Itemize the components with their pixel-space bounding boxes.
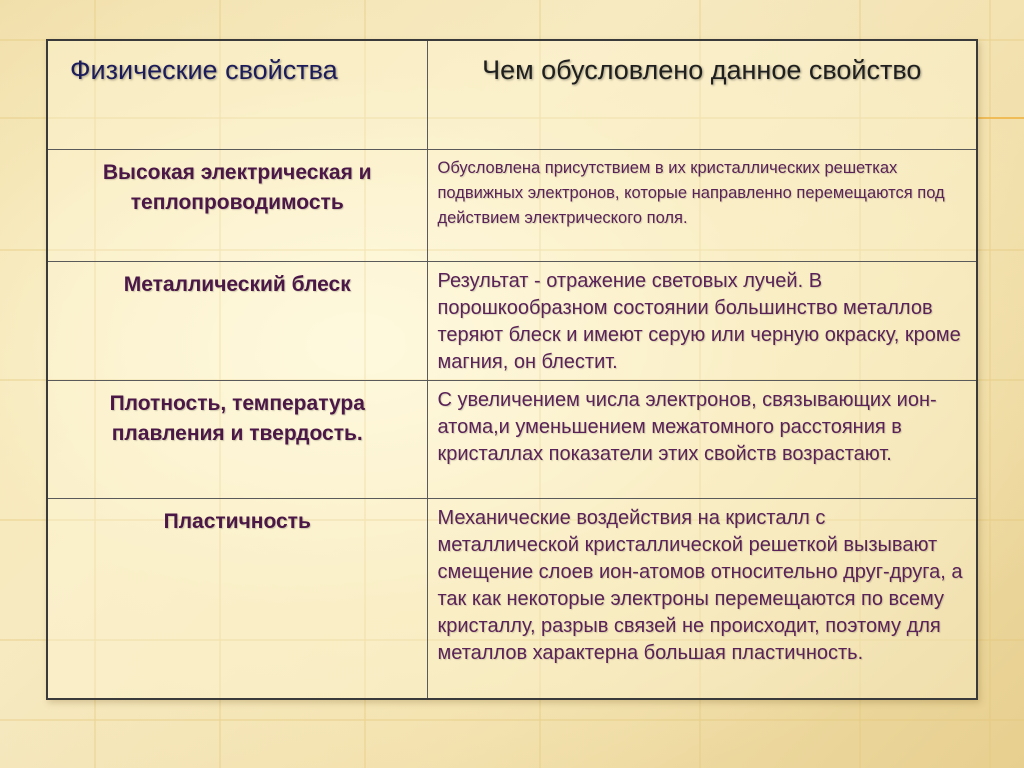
- header-physical-properties: Физические свойства: [47, 40, 427, 149]
- cause-cell: С увеличением числа электронов, связывающих ион-атома,и уменьшением межатомного расстояния в кристаллах показатели этих свойств возрастают.: [427, 380, 977, 498]
- table-row: [47, 380, 977, 498]
- table-row: [47, 261, 977, 380]
- property-cell: Плотность, температура плавления и твердость.: [47, 380, 427, 498]
- cause-cell: Обусловлена присутствием в их кристаллических решетках подвижных электронов, которые направленно перемещаются под действием электрического поля.: [427, 149, 977, 261]
- table-header-row: [47, 40, 977, 149]
- cause-cell: Результат - отражение световых лучей. В порошкообразном состоянии большинство металлов теряют блеск и имеют серую или черную окраску, кроме магния, он блестит.: [427, 261, 977, 380]
- table-row: [47, 149, 977, 261]
- header-cause: Чем обусловлено данное свойство: [427, 40, 977, 149]
- table-row: [47, 498, 977, 699]
- property-cell: Высокая электрическая и теплопроводимость: [47, 149, 427, 261]
- property-cell: Пластичность: [47, 498, 427, 699]
- cause-cell: Механические воздействия на кристалл с металлической кристаллической решеткой вызывают смещение слоев ион-атомов относительно друг-друга, а так как некоторые электроны перемещаются по всему кристаллу, разрыв связей не происходит, поэтому для металлов характерна большая пластичность.: [427, 498, 977, 699]
- property-cell: Металлический блеск: [47, 261, 427, 380]
- properties-table: [46, 39, 978, 700]
